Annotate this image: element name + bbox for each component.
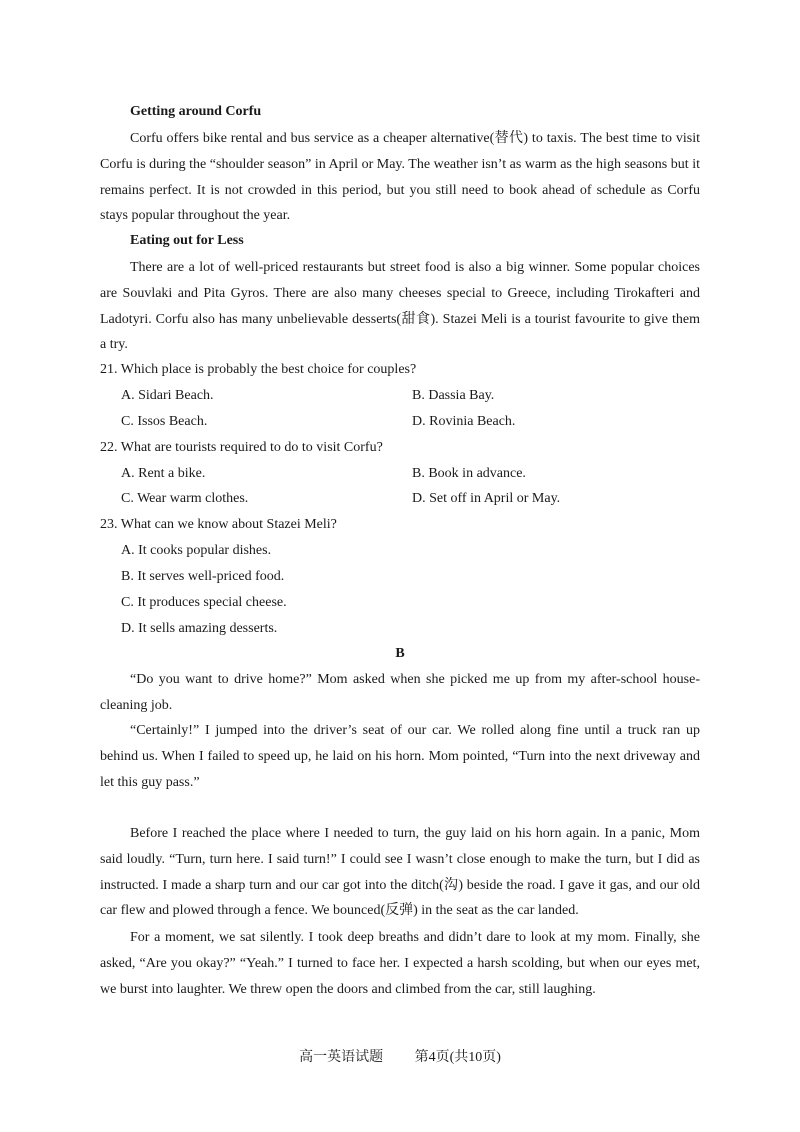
question-21: 21. Which place is probably the best choice for couples? — [100, 362, 417, 377]
section-label-b: B — [395, 646, 405, 661]
option-23-c: C. It produces special cheese. — [121, 595, 287, 610]
paragraph-getting-around: Corfu offers bike rental and bus service as a cheaper alternative(替代) to taxis. The best time to visit Corfu is during the “shoulder season” in April or May. The weather isn’t as warm as the high seasons but it remains perfect. It is not crowded in this period, but you still need to book ahead of schedule as Corfu stays popular throughout the year. — [100, 131, 700, 224]
paragraph-b-3: Before I reached the place where I needed to turn, the guy laid on his horn again. In a panic, Mom said loudly. “Turn, turn here. I said turn!” I could see I wasn’t close enough to make the turn, but I did as instructed. I made a sharp turn and our car got into the ditch(沟) beside the road. I gave it gas, and our old car flew and plowed through a fence. We bounced(反弹) in the seat as the car landed. — [100, 826, 700, 919]
question-23: 23. What can we know about Stazei Meli? — [100, 517, 337, 532]
option-21-b: B. Dassia Bay. — [412, 388, 495, 403]
section-heading-eating-out: Eating out for Less — [130, 233, 244, 248]
option-23-b: B. It serves well-priced food. — [121, 569, 285, 584]
paragraph-b-1: “Do you want to drive home?” Mom asked when she picked me up from my after-school house-cleaning job. — [100, 672, 700, 713]
option-21-c: C. Issos Beach. — [121, 414, 208, 429]
option-22-d: D. Set off in April or May. — [412, 491, 561, 506]
option-22-c: C. Wear warm clothes. — [121, 491, 249, 506]
footer-subject: 高一英语试题 — [299, 1050, 384, 1065]
option-23-d: D. It sells amazing desserts. — [121, 621, 278, 636]
option-22-a: A. Rent a bike. — [121, 466, 206, 481]
option-21-d: D. Rovinia Beach. — [412, 414, 516, 429]
option-23-a: A. It cooks popular dishes. — [121, 543, 272, 558]
paragraph-eating-out: There are a lot of well-priced restaurants but street food is also a big winner. Some popular choices are Souvlaki and Pita Gyros. There are also many cheeses special to Greece, including Tirokafteri and Ladotyri. Corfu also has many unbelievable desserts(甜食). Stazei Meli is a tourist favourite to give them a try. — [100, 260, 700, 353]
question-22: 22. What are tourists required to do to visit Corfu? — [100, 440, 383, 455]
option-22-b: B. Book in advance. — [412, 466, 526, 481]
footer-page-number: 第4页(共10页) — [414, 1050, 501, 1065]
section-heading-getting-around: Getting around Corfu — [130, 104, 262, 119]
option-21-a: A. Sidari Beach. — [121, 388, 214, 403]
page-footer — [0, 1046, 800, 1066]
paragraph-b-4: For a moment, we sat silently. I took deep breaths and didn’t dare to look at my mom. Finally, she asked, “Are you okay?” “Yeah.” I turned to face her. I expected a harsh scolding, but when our eyes met, we burst into laughter. We threw open the doors and climbed from the car, still laughing. — [100, 930, 700, 997]
paragraph-b-2: “Certainly!” I jumped into the driver’s seat of our car. We rolled along fine until a truck ran up behind us. When I failed to speed up, he laid on his horn. Mom pointed, “Turn into the next driveway and let this guy pass.” — [100, 723, 700, 790]
